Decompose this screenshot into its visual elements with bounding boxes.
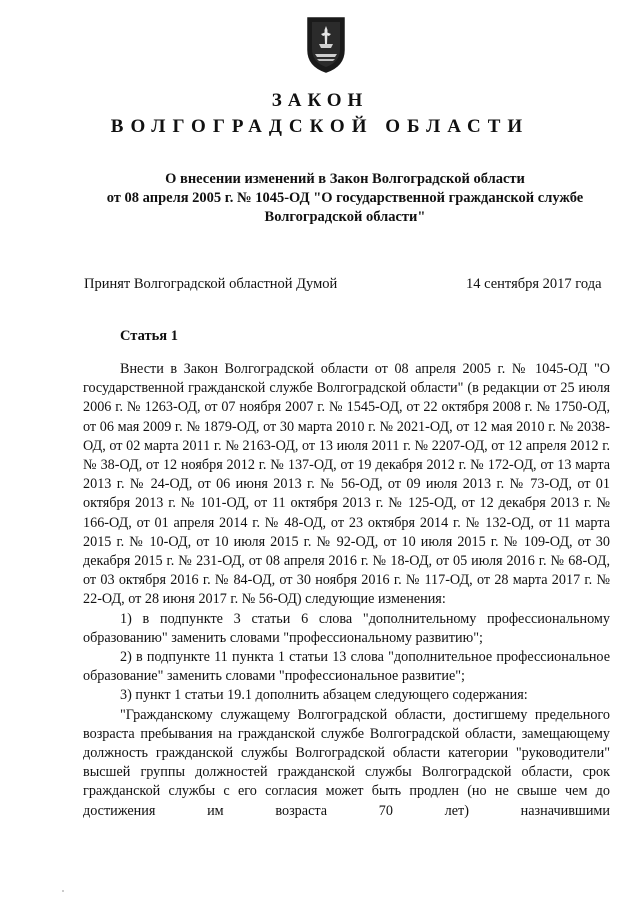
- region-label: ВОЛГОГРАДСКОЙ ОБЛАСТИ: [110, 116, 530, 137]
- article-body: [83, 360, 610, 821]
- coat-of-arms-icon: [305, 14, 347, 74]
- document-title: [60, 170, 630, 227]
- article-heading: Статья 1: [120, 328, 178, 344]
- article-item-3: 3) пункт 1 статьи 19.1 дополнить абзацем следующего содержания:: [120, 687, 528, 704]
- article-item-2: 2) в подпункте 11 пункта 1 статьи 13 слова "дополнительное профессиональное образование" заменить словами "профессиональное развитие";: [83, 649, 610, 685]
- law-label: ЗАКОН: [271, 90, 369, 111]
- title-line-1: О внесении изменений в Закон Волгоградской области: [165, 171, 525, 187]
- title-line-3: Волгоградской области": [264, 209, 426, 225]
- scan-speck: [62, 890, 64, 892]
- article-quote: "Гражданскому служащему Волгоградской области, достигшему предельного возраста пребывания на гражданской службе Волгоградской области, замещающему должность гражданской службы Волгоградской области категории "руководители" высшей группы должностей гражданской службы Волгоградской области, срок гражданской службы с его согласия может быть продлен (но не свыше чем до достижения им возраста 70 лет) назначившими: [83, 706, 610, 819]
- article-item-1: 1) в подпункте 3 статьи 6 слова "дополнительному профессиональному образованию" заменить словами "профессиональному развитию";: [83, 610, 610, 646]
- title-line-2: от 08 апреля 2005 г. № 1045-ОД "О государственной гражданской службе: [106, 190, 584, 206]
- adopted-by: Принят Волгоградской областной Думой: [84, 276, 338, 292]
- article-intro: Внести в Закон Волгоградской области от 08 апреля 2005 г. № 1045-ОД "О государственной гражданской службе Волгоградской области" (в редакции от 25 июля 2006 г. № 1263-ОД, от 07 ноября 2007 г. № 1545-ОД, от 22 октября 2008 г. № 1750-ОД, от 06 мая 2009 г. № 1879-ОД, от 30 марта 2010 г. № 2021-ОД, от 12 мая 2010 г. № 2038-ОД, от 02 марта 2011 г. № 2163-ОД, от 13 июля 2011 г. № 2207-ОД, от 12 апреля 2012 г. № 38-ОД, от 12 ноября 2012 г. № 137-ОД, от 19 декабря 2012 г. № 172-ОД, от 13 марта 2013 г. № 24-ОД, от 06 июня 2013 г. № 56-ОД, от 09 июля 2013 г. № 73-ОД, от 01 октября 2013 г. № 101-ОД, от 11 октября 2013 г. № 125-ОД, от 12 декабря 2013 г. № 166-ОД, от 01 апреля 2014 г. № 48-ОД, от 23 октября 2014 г. № 132-ОД, от 11 марта 2015 г. № 10-ОД, от 10 июля 2015 г. № 92-ОД, от 10 июля 2015 г. № 109-ОД, от 30 декабря 2015 г. № 231-ОД, от 08 апреля 2016 г. № 18-ОД, от 05 июля 2016 г. № 68-ОД, от 03 октября 2016 г. № 84-ОД, от 30 ноября 2016 г. № 117-ОД, от 28 марта 2017 г. № 22-ОД, от 28 июня 2017 г. № 56-ОД) следующие изменения:: [83, 361, 610, 608]
- adopted-date: 14 сентября 2017 года: [466, 276, 602, 292]
